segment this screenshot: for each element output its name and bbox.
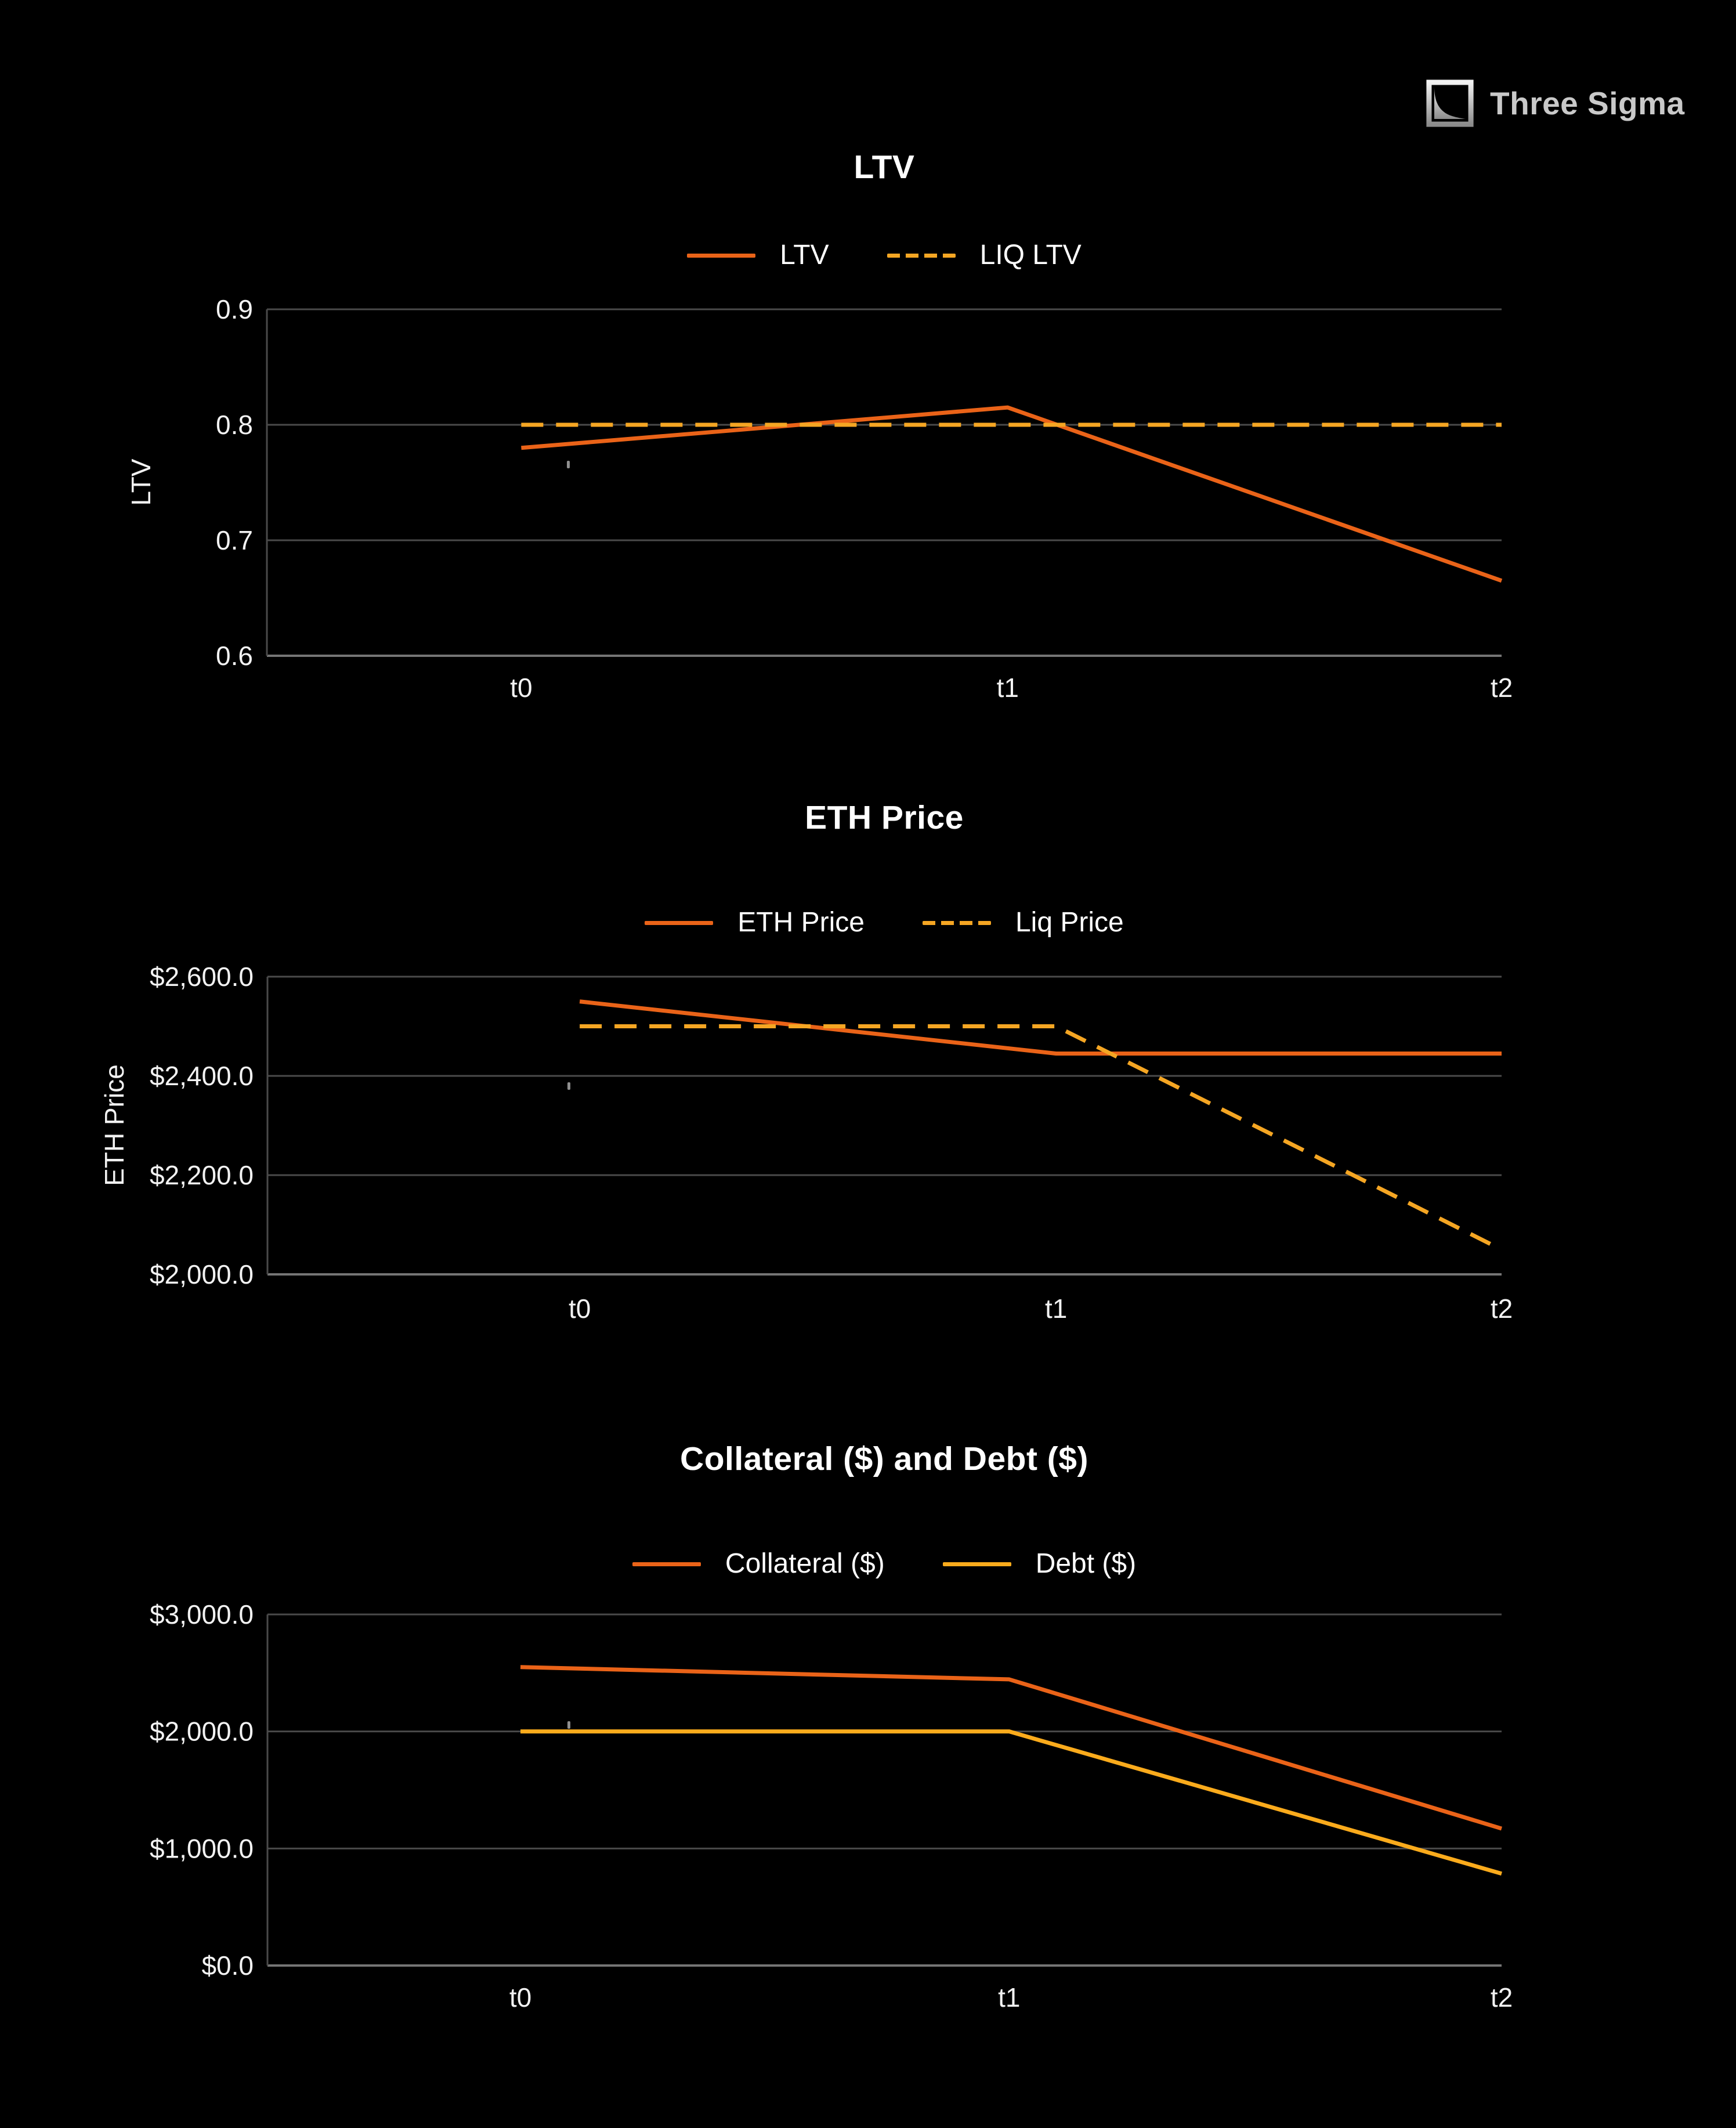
x-tick-label: t1: [1044, 1294, 1068, 1324]
legend-label: Debt ($): [1035, 1548, 1137, 1579]
stray-mark: [567, 1082, 570, 1090]
x-tick-label: t2: [1490, 1294, 1513, 1324]
x-tick-label: t2: [1490, 673, 1513, 703]
series-line: [580, 1027, 1502, 1250]
y-tick-label: $2,600.0: [149, 962, 254, 992]
stray-mark: [567, 461, 570, 468]
x-tick-label: t1: [996, 673, 1019, 703]
x-tick-label: t0: [509, 1982, 532, 2013]
collateral-debt-plot: [150, 1599, 1513, 2013]
y-axis-title-ltv: LTV: [126, 458, 156, 506]
series-line: [521, 407, 1502, 581]
y-tick-label: 0.7: [216, 525, 253, 555]
y-tick-label: $0.0: [201, 1950, 254, 1981]
y-tick-label: 0.9: [216, 294, 253, 324]
chart-title-eth-price: ETH Price: [805, 799, 964, 836]
y-tick-label: $2,000.0: [149, 1259, 254, 1289]
stray-mark: [567, 1721, 570, 1729]
series-line: [520, 1667, 1502, 1829]
series-line: [520, 1732, 1502, 1874]
chart-title-ltv: LTV: [853, 149, 915, 186]
three-sigma-logo-text: Three Sigma: [1490, 85, 1685, 121]
ltv-plot: [216, 294, 1513, 703]
y-tick-label: $2,400.0: [149, 1061, 254, 1091]
eth-price-plot: [150, 962, 1513, 1324]
x-tick-label: t0: [510, 673, 533, 703]
y-axis-title-eth-price: ETH Price: [99, 1064, 129, 1186]
legend-label: LIQ LTV: [979, 240, 1082, 270]
y-tick-label: $3,000.0: [149, 1599, 254, 1630]
legend-label: Liq Price: [1015, 907, 1124, 938]
legend-label: Collateral ($): [725, 1548, 885, 1579]
y-tick-label: 0.6: [216, 641, 253, 671]
x-tick-label: t1: [998, 1982, 1021, 2013]
chart-title-collateral-debt: Collateral ($) and Debt ($): [680, 1440, 1088, 1477]
legend-label: ETH Price: [737, 907, 865, 938]
y-tick-label: 0.8: [216, 410, 253, 440]
legend-label: LTV: [780, 240, 829, 270]
x-tick-label: t0: [568, 1294, 591, 1324]
y-tick-label: $2,000.0: [149, 1716, 254, 1747]
y-tick-label: $1,000.0: [149, 1833, 254, 1864]
x-tick-label: t2: [1490, 1982, 1513, 2013]
y-tick-label: $2,200.0: [149, 1160, 254, 1190]
